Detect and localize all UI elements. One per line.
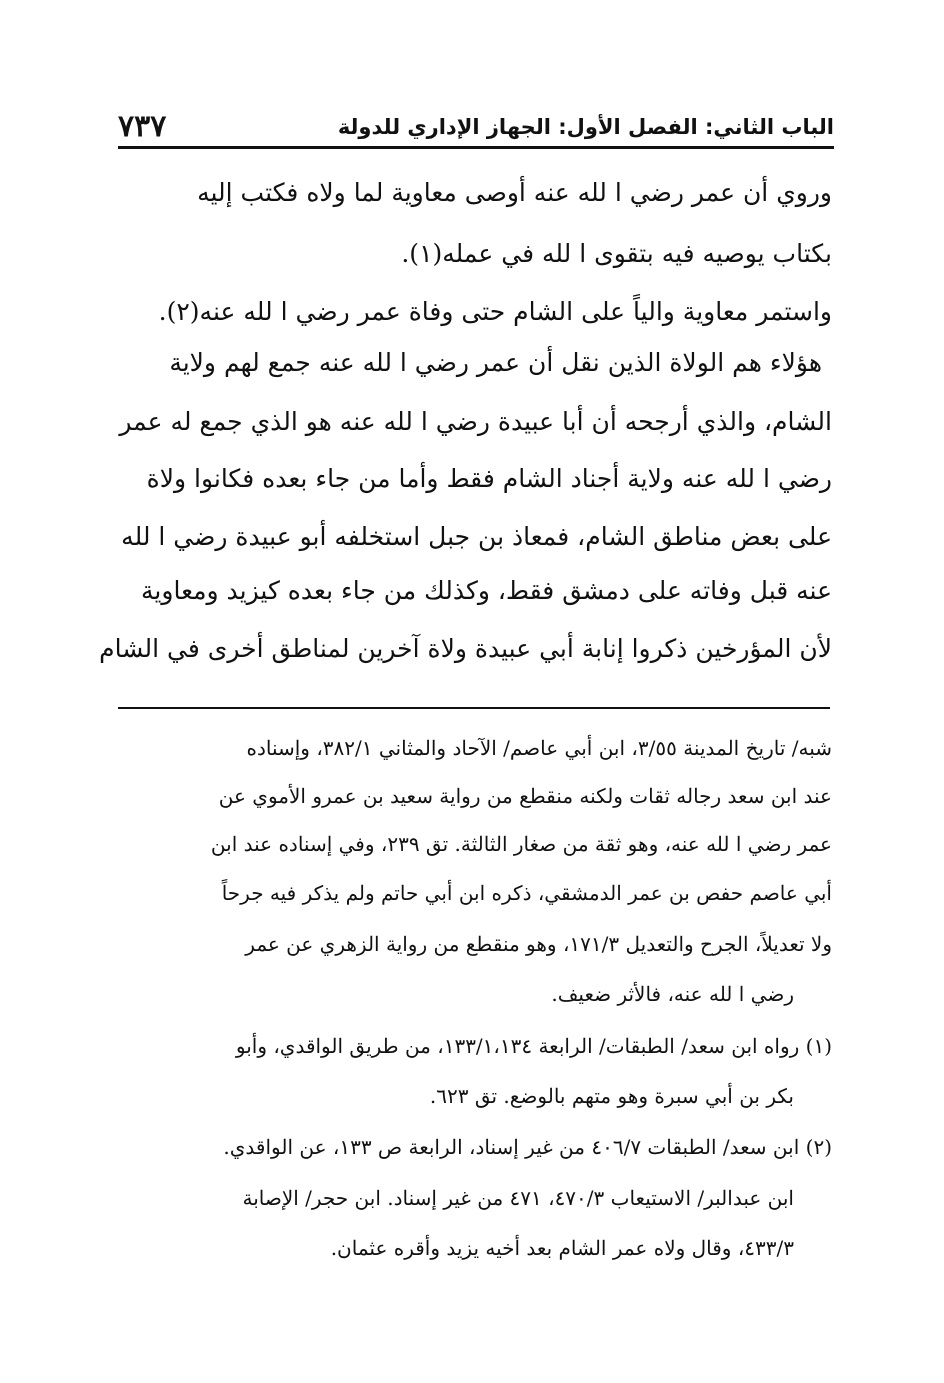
body-line: لأن المؤرخين ذكروا إنابة أبي عبيدة ولاة آخرين لمناطق أخرى في الشام (99, 634, 832, 663)
footnote-line: ولا تعديلاً، الجرح والتعديل ١٧١/٣، وهو منقطع من رواية الزهري عن عمر (245, 932, 832, 956)
footnote-line: ابن عبدالبر/ الاستيعاب ٤٧٠/٣، ٤٧١ من غير إسناد. ابن حجر/ الإصابة (242, 1186, 794, 1210)
page-number: ٧٣٧ (118, 109, 167, 144)
footnote-line: عمر رضي ا لله عنه، وهو ثقة من صغار الثالثة. تق ٢٣٩، وفي إسناده عند ابن (210, 832, 832, 856)
footnote-line: ٤٣٣/٣، وقال ولاه عمر الشام بعد أخيه يزيد وأقره عثمان. (330, 1236, 794, 1260)
footnote-line: شبه/ تاريخ المدينة ٣/٥٥، ابن أبي عاصم/ الآحاد والمثاني ٣٨٢/١، وإسناده (246, 736, 832, 760)
body-line: عنه قبل وفاته على دمشق فقط، وكذلك من جاء بعده كيزيد ومعاوية (141, 576, 832, 605)
footnote-line: رضي ا لله عنه، فالأثر ضعيف. (551, 982, 794, 1006)
body-line: رضي ا لله عنه ولاية أجناد الشام فقط وأما من جاء بعده فكانوا ولاة (146, 464, 832, 493)
page-header (118, 108, 834, 148)
header-rule (118, 146, 834, 149)
body-line: على بعض مناطق الشام، فمعاذ بن جبل استخلفه أبو عبيدة رضي ا لله (121, 522, 832, 551)
body-line: واستمر معاوية والياً على الشام حتى وفاة عمر رضي ا لله عنه(٢). (158, 297, 832, 326)
body-line: وروي أن عمر رضي ا لله عنه أوصى معاوية لما ولاه فكتب إليه (197, 178, 832, 207)
body-line: هؤلاء هم الولاة الذين نقل أن عمر رضي ا لله عنه جمع لهم ولاية (169, 348, 822, 377)
footnote-line: (١) رواه ابن سعد/ الطبقات/ الرابعة ١٣٣/١،١٣٤، من طريق الواقدي، وأبو (235, 1034, 832, 1058)
footnote-line: عند ابن سعد رجاله ثقات ولكنه منقطع من رواية سعيد بن عمرو الأموي عن (218, 784, 832, 808)
body-line: الشام، والذي أرجحه أن أبا عبيدة رضي ا لله عنه هو الذي جمع له عمر (119, 407, 832, 436)
running-title: الباب الثاني: الفصل الأول: الجهاز الإداري للدولة (337, 115, 834, 139)
body-line: بكتاب يوصيه فيه بتقوى ا لله في عمله(١). (401, 239, 832, 268)
footnote-line: أبي عاصم حفص بن عمر الدمشقي، ذكره ابن أبي حاتم ولم يذكر فيه جرحاً (221, 881, 832, 905)
footnote-line: (٢) ابن سعد/ الطبقات ٤٠٦/٧ من غير إسناد، الرابعة ص ١٣٣، عن الواقدي. (223, 1135, 832, 1159)
footnote-rule (118, 707, 830, 709)
footnote-line: بكر بن أبي سبرة وهو متهم بالوضع. تق ٦٢٣. (429, 1084, 794, 1108)
